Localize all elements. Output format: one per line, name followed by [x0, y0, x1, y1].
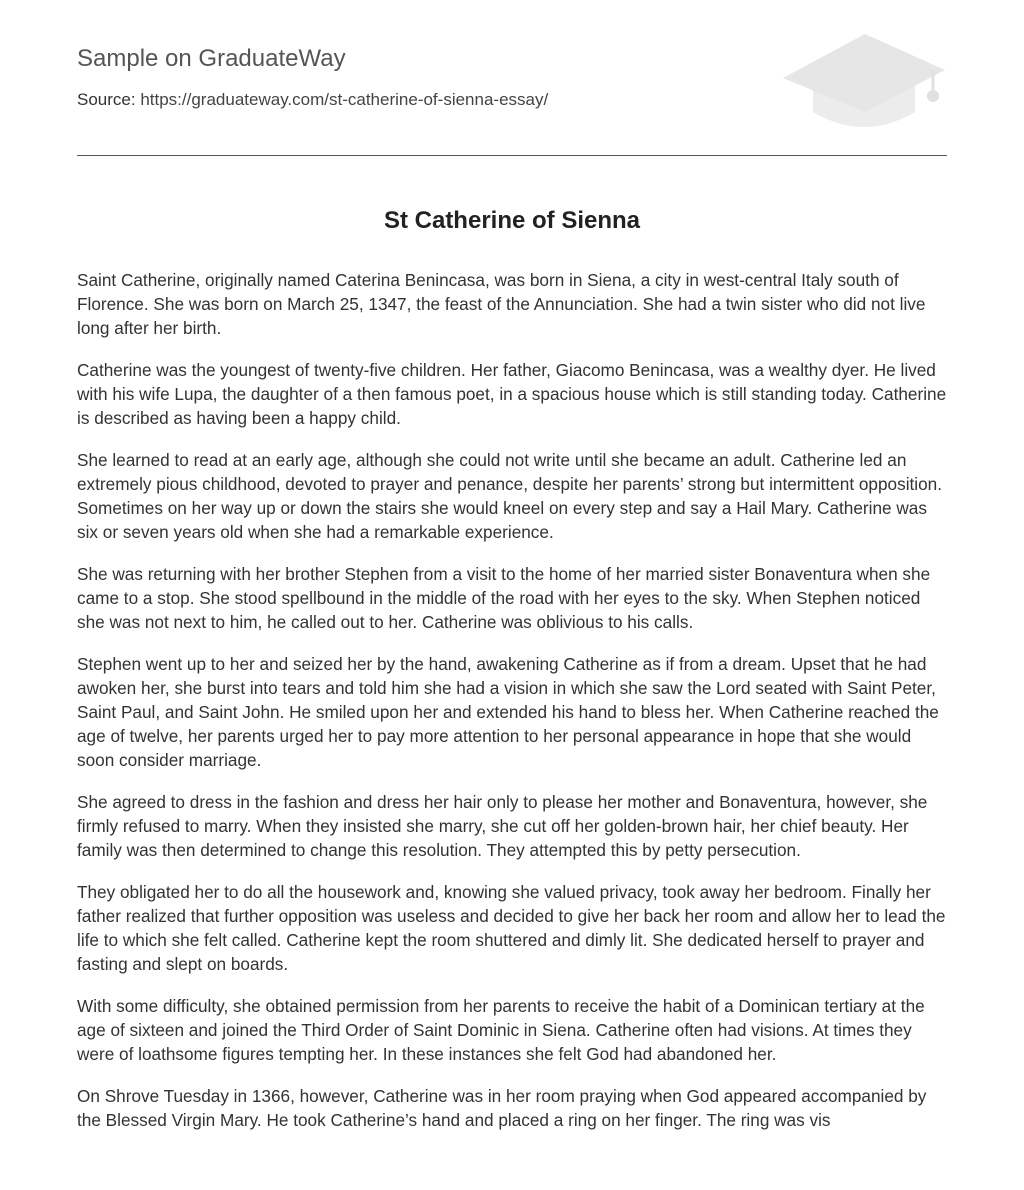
paragraph: She agreed to dress in the fashion and dress her hair only to please her mother and Bonaventura, however, she firmly refused to marry. When they insisted she marry, she cut off her golden-brown hair, her chief beauty. Her family was then determined to change this resolution. They attempted this by petty persecution. [77, 792, 928, 860]
paragraph: Saint Catherine, originally named Caterina Benincasa, was born in Siena, a city in west-central Italy south of Florence. She was born on March 25, 1347, the feast of the Annunciation. She had a twin sister who did not live long after her birth. [77, 270, 926, 338]
source-line [77, 89, 548, 111]
paragraph: Stephen went up to her and seized her by the hand, awakening Catherine as if from a dream. Upset that he had awoken her, she burst into tears and told him she had a vision in which she saw the Lord seated with Saint Peter, Saint Paul, and Saint John. He smiled upon her and extended his hand to bless her. When Catherine reached the age of twelve, her parents urged her to pay more attention to her personal appearance in hope that she would soon consider marriage. [77, 654, 939, 770]
site-title: Sample on GraduateWay [77, 45, 346, 72]
cap-board [783, 34, 945, 112]
paragraph: Catherine was the youngest of twenty-five children. Her father, Giacomo Benincasa, was a wealthy dyer. He lived with his wife Lupa, the daughter of a then famous poet, in a spacious house which is still standing today. Catherine is described as having been a happy child. [77, 360, 947, 428]
essay-title: St Catherine of Sienna [383, 207, 641, 234]
source-label: Source: [77, 90, 136, 109]
header-divider [77, 155, 947, 156]
graduation-cap-icon [781, 30, 947, 134]
paragraph: On Shrove Tuesday in 1366, however, Catherine was in her room praying when God appeared accompanied by the Blessed Virgin Mary. He took Catherine’s hand and placed a ring on her finger. The ring was vis [77, 1086, 927, 1130]
page-header [77, 0, 947, 156]
source-link[interactable]: https://graduateway.com/st-catherine-of-sienna-essay/ [140, 90, 549, 109]
tassel-knob [927, 90, 939, 102]
paragraph: She was returning with her brother Stephen from a visit to the home of her married sister Bonaventura when she came to a stop. She stood spellbound in the middle of the road with her eyes to the sky. When Stephen noticed she was not next to him, he called out to her. Catherine was oblivious to his calls. [77, 564, 931, 632]
paragraph: They obligated her to do all the housework and, knowing she valued privacy, took away her bedroom. Finally her father realized that further opposition was useless and decided to give her back her room and allow her to lead the life to which she felt called. Catherine kept the room shuttered and dimly lit. She dedicated herself to prayer and fasting and slept on boards. [77, 882, 946, 974]
essay-body [77, 268, 949, 1134]
paragraph: With some difficulty, she obtained permission from her parents to receive the habit of a Dominican tertiary at the age of sixteen and joined the Third Order of Saint Dominic in Siena. Catherine often had visions. At times they were of loathsome figures tempting her. In these instances she felt God had abandoned her. [77, 996, 925, 1064]
paragraph: She learned to read at an early age, although she could not write until she became an adult. Catherine led an extremely pious childhood, devoted to prayer and penance, despite her parents’ strong but intermittent opposition. Sometimes on her way up or down the stairs she would kneel on every step and say a Hail Mary. Catherine was six or seven years old when she had a remarkable experience. [77, 450, 942, 542]
